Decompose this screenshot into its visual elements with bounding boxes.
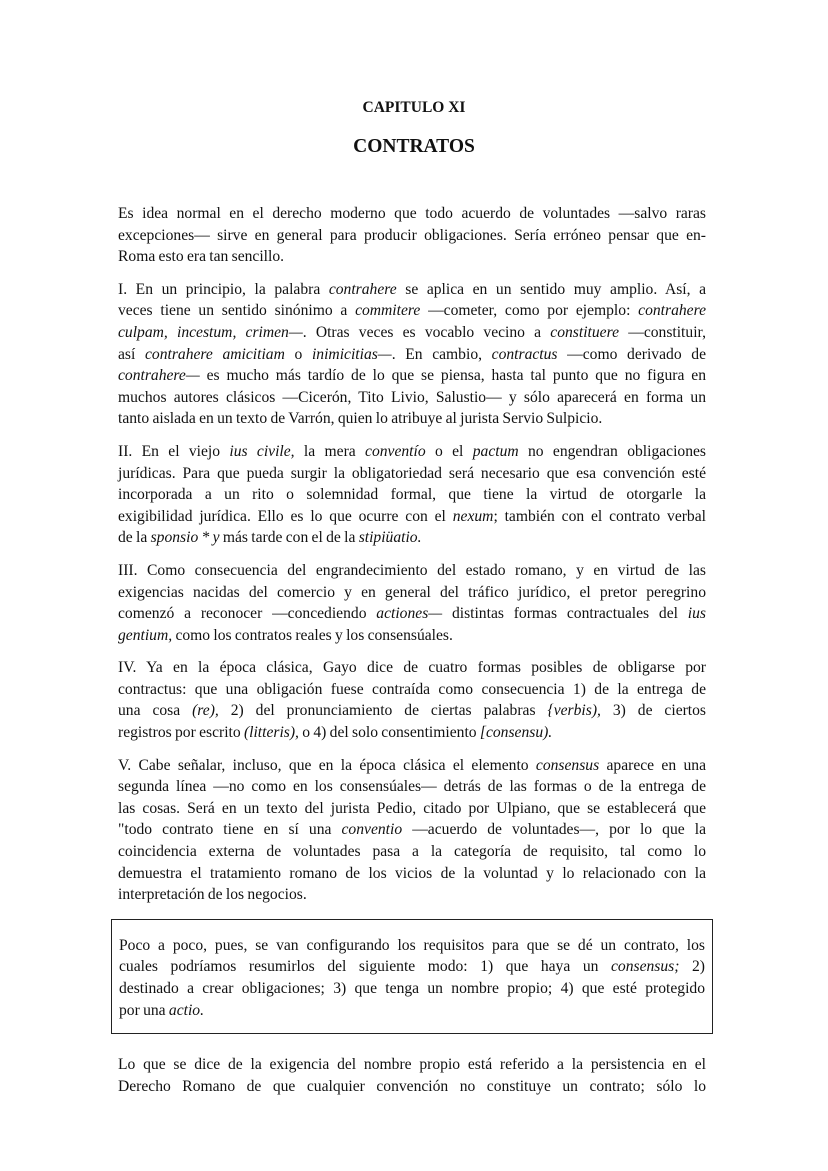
text-run: . En cambio, [391, 345, 492, 363]
section-ii-paragraph [118, 441, 706, 549]
text-line [118, 463, 706, 485]
text-line [118, 506, 706, 528]
text-run: 3) de ciertos [600, 702, 707, 720]
text-run: tanto aislada en un texto de Varrón, quien lo atribuye al jurista Servio Sulpicio. [118, 410, 603, 428]
text-run: —acuerdo de voluntades—, por lo que la [402, 821, 706, 839]
text-run: como los contratos reales y los consensúales. [172, 626, 453, 644]
italic-term: inimicitias— [311, 345, 392, 363]
text-run: no engendran obligaciones [518, 442, 707, 460]
italic-term: consensus [535, 756, 600, 774]
text-line [118, 819, 706, 841]
section-iii-paragraph [118, 560, 706, 646]
italic-term: actiones— [376, 605, 443, 623]
text-line [118, 657, 706, 679]
text-run: —cometer, como por ejemplo: [420, 302, 639, 320]
italic-term: ius civile, [229, 442, 295, 460]
text-line [118, 441, 706, 463]
text-line [118, 365, 706, 387]
italic-term: contrahere amicitiam [144, 345, 285, 363]
text-run: 2) [679, 958, 705, 976]
text-run: —como derivado de [557, 345, 706, 363]
text-run: registros por escrito [118, 724, 244, 742]
italic-term: consensus; [611, 958, 680, 976]
text-run: interpretación de los negocios. [118, 886, 307, 904]
text-run: coincidencia externa de voluntades pasa a la categoría de requisito, tal como lo [118, 843, 706, 861]
text-line [118, 841, 706, 863]
text-run: más tarde con el de la [219, 529, 359, 547]
text-line [118, 322, 706, 344]
text-line [118, 582, 706, 604]
text-line [118, 755, 706, 777]
text-line [118, 798, 706, 820]
text-run: o [284, 345, 312, 363]
text-line [118, 679, 706, 701]
text-line [118, 1076, 706, 1098]
text-run: IV. Ya en la época clásica, Gayo dice de cuatro formas posibles de obligarse por [118, 659, 706, 677]
italic-term: (litteris), [243, 724, 299, 742]
text-line [119, 1000, 705, 1022]
text-run: cuales podríamos resumirlos del siguiente modo: 1) que haya un [119, 958, 611, 976]
italic-term: contrahere— [118, 367, 200, 385]
italic-term: nexum [452, 507, 494, 525]
italic-term: conventio [341, 821, 403, 839]
text-run: comenzó a reconocer —concediendo [118, 605, 377, 623]
text-line [118, 863, 706, 885]
intro-paragraph [118, 203, 706, 268]
text-run: Derecho Romano de que cualquier convención no constituye un contrato; sólo lo [118, 1077, 706, 1095]
italic-term: gentium, [118, 626, 173, 644]
italic-term: sponsio * y [150, 529, 220, 547]
text-line [118, 700, 706, 722]
text-run: una cosa [118, 702, 193, 720]
text-run: segunda línea —no como en los consensúales— detrás de las formas o de la entrega de [118, 778, 706, 796]
text-run: las cosas. Será en un texto del jurista Pedio, citado por Ulpiano, que se establecerá que [118, 799, 706, 817]
italic-term: commitere [355, 302, 421, 320]
italic-term: ius [687, 605, 706, 623]
italic-term: conventío [365, 442, 426, 460]
section-iv-paragraph [118, 657, 706, 743]
text-run: I. En un principio, la palabra [118, 280, 329, 298]
text-line [118, 484, 706, 506]
text-run: —constituir, [619, 323, 706, 341]
text-line [118, 408, 706, 430]
text-line [119, 935, 705, 957]
text-run: por una [119, 1001, 169, 1019]
chapter-title: CONTRATOS [353, 136, 475, 157]
text-run: Es idea normal en el derecho moderno que todo acuerdo de voluntades —salvo raras [118, 205, 706, 222]
text-run: "todo contrato tiene en sí una [118, 821, 342, 839]
text-run: o el [425, 442, 473, 460]
text-line [118, 387, 706, 409]
italic-term: contractus [491, 345, 558, 363]
text-line [118, 225, 706, 247]
section-v-paragraph [118, 755, 706, 906]
text-line [118, 246, 706, 268]
text-run: aparece en una [599, 756, 706, 774]
text-run: distintas formas contractuales del [442, 605, 688, 623]
text-run: muchos autores clásicos —Cicerón, Tito Livio, Salustio— y sólo aparecerá en forma un [118, 388, 706, 406]
text-line [119, 956, 705, 978]
text-line [118, 603, 706, 625]
text-line [118, 344, 706, 366]
text-run: exigencias nacidas del comercio y en general del tráfico jurídico, el pretor peregrino [118, 583, 706, 601]
text-run: incorporada a un rito o solemnidad formal, que tiene la virtud de otorgarle la [118, 486, 706, 504]
text-run: destinado a crear obligaciones; 3) que tenga un nombre propio; 4) que esté protegido [119, 980, 705, 997]
text-run: jurídicas. Para que pueda surgir la obligatoriedad será necesario que esa convención esté [118, 464, 706, 482]
text-run: II. En el viejo [118, 442, 230, 460]
text-line [118, 625, 706, 647]
closing-paragraph [118, 1054, 706, 1097]
text-line [118, 279, 706, 301]
text-run: Roma esto era tan sencillo. [118, 248, 285, 266]
text-run: demuestra el tratamiento romano de los vicios de la voluntad y lo relacionado con la [118, 864, 706, 882]
text-run: . Otras veces es vocablo vecino a [302, 323, 551, 341]
italic-term: {verbis), [547, 702, 601, 720]
text-run: exigibilidad jurídica. Ello es lo que ocurre con el [118, 507, 453, 525]
text-run: es mucho más tardío de lo que se piensa, hasta tal punto que no figura en [199, 367, 706, 385]
chapter-label: CAPITULO XI [362, 99, 466, 116]
text-run: V. Cabe señalar, incluso, que en la época clásica el elemento [118, 756, 536, 774]
text-line [119, 978, 705, 1000]
text-run: excepciones— sirve en general para producir obligaciones. Sería erróneo pensar que en- [118, 226, 706, 244]
text-line [118, 1054, 706, 1076]
text-run: III. Como consecuencia del engrandecimiento del estado romano, y en virtud de las [118, 561, 706, 579]
text-line [118, 527, 706, 549]
text-run: se aplica en un sentido muy amplio. Así, a [396, 280, 707, 298]
text-line [118, 560, 706, 582]
text-run: ; también con el contrato verbal [493, 507, 706, 525]
italic-term: pactum [472, 442, 519, 460]
italic-term: constituere [550, 323, 620, 341]
italic-term: contrahere [328, 280, 397, 298]
italic-term: [consensu). [479, 724, 553, 742]
text-run: contractus: que una obligación fuese contraída como consecuencia 1) de la entrega de [118, 680, 706, 698]
text-run: o 4) del solo consentimiento [298, 724, 480, 742]
document-body [111, 203, 713, 1097]
text-line [118, 300, 706, 322]
italic-term: culpam, incestum, crimen— [118, 323, 303, 341]
text-run: de la [118, 529, 151, 547]
italic-term: stipiüatio. [358, 529, 422, 547]
summary-box [111, 919, 713, 1034]
text-run: Lo que se dice de la exigencia del nombre propio está referido a la persistencia en el [118, 1056, 706, 1074]
text-run: Poco a poco, pues, se van configurando los requisitos para que se dé un contrato, los [119, 936, 705, 954]
italic-term: contrahere [638, 302, 706, 320]
text-run: la mera [294, 442, 366, 460]
text-line [118, 884, 706, 906]
text-line [118, 722, 706, 744]
italic-term: (re), [192, 702, 219, 720]
text-run: veces tiene un sentido sinónimo a [118, 302, 356, 320]
italic-term: actio. [168, 1001, 204, 1019]
text-line [118, 776, 706, 798]
text-run: 2) del pronunciamiento de ciertas palabras [218, 702, 548, 720]
text-run: así [118, 345, 145, 363]
text-line [118, 203, 706, 225]
section-i-paragraph [118, 279, 706, 430]
